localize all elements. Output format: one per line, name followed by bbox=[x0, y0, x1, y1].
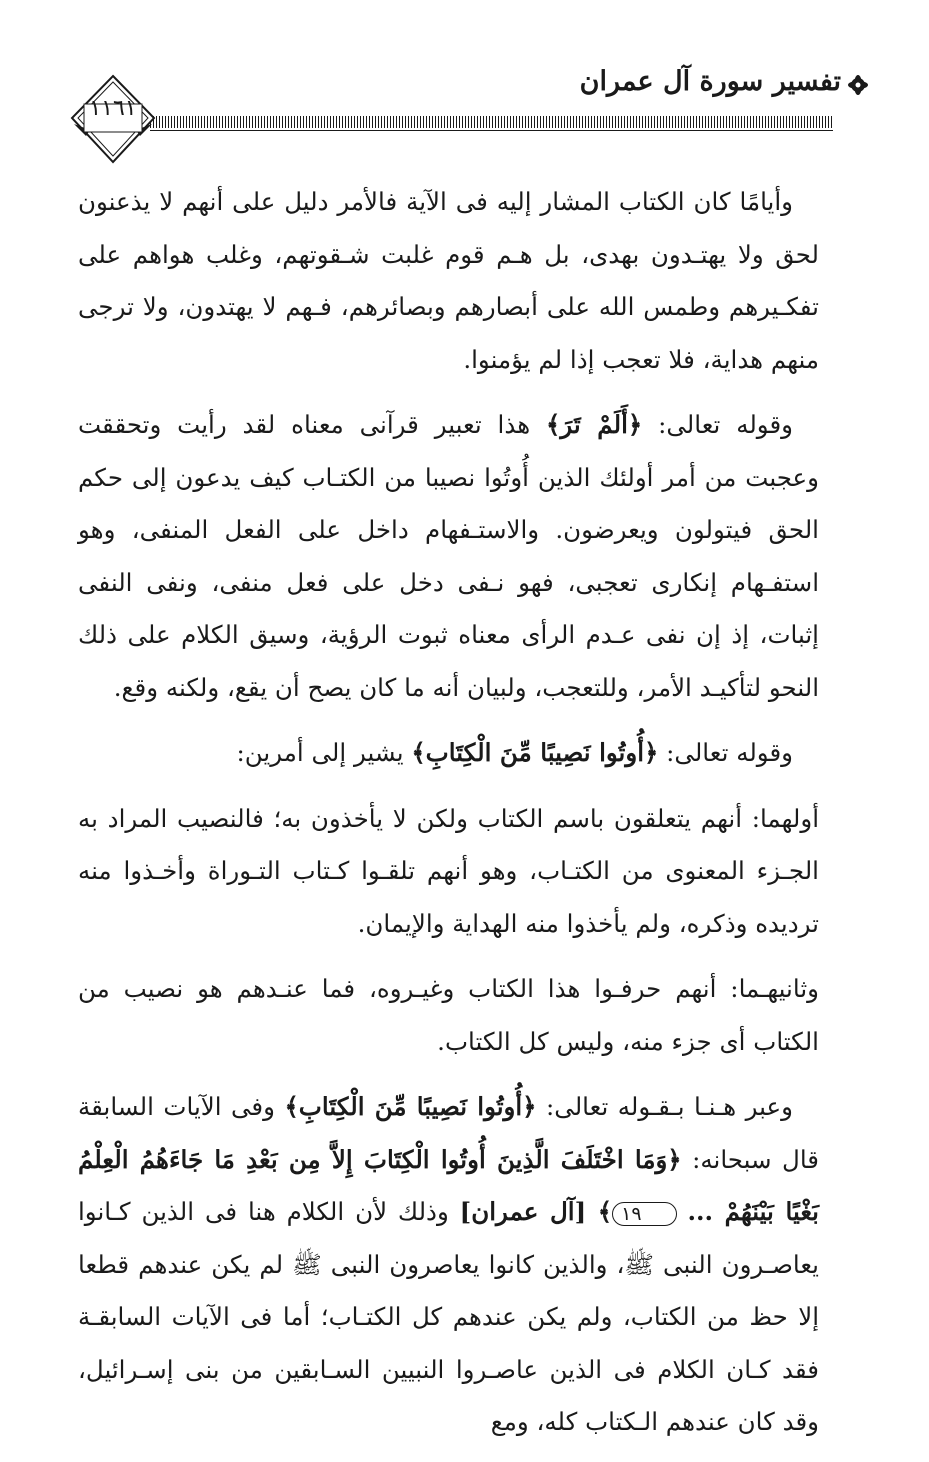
closing-brace: ﴾ bbox=[586, 1197, 613, 1226]
page-number: ١١٦١ bbox=[89, 96, 137, 121]
quran-quote: ﴿أُوتُوا نَصِيبًا مِّنَ الْكِتَابِ﴾ bbox=[411, 738, 659, 767]
paragraph-2-text: هذا تعبير قرآنى معناه لقد رأيت وتحققت وعجبت من أمر أولئك الذين أُوتُوا نصيبا من الكتـاب كيف يدعون إلى حكم الحق فيتولون ويعرضون. والاستـفهام داخل على الفعل المنفى، وهو استفـهام إنكارى تعجبى، فهو نـفى دخل على فعل منفى، ونفى النفى إثبات، إذ إن نفى عـدم الرأى معناه ثبوت الرؤية، وسيق الكلام على ذلك النحو لتأكيـد الأمر، وللتعجب، ولبيان أنه ما كان يصح أن يقع، ولكنه وقع. bbox=[78, 410, 819, 702]
quran-quote: ﴿أَلَمْ تَرَ﴾ bbox=[546, 410, 643, 439]
page-header-title: تفسير سورة آل عمران bbox=[579, 66, 841, 97]
surah-reference: [آل عمران] bbox=[459, 1197, 587, 1226]
paragraph-2 bbox=[78, 399, 819, 714]
paragraph-4-text: أولهما: أنهم يتعلقون باسم الكتاب ولكن لا يأخذون به؛ فالنصيب المراد به الجـزء المعنوى من الكتـاب، وهو أنهم تلقـوا كـتاب التـوراة وأخـذوا منه ترديده وذكره، ولم يأخذوا منه الهداية والإيمان. bbox=[78, 803, 819, 938]
header-rule-line bbox=[150, 130, 833, 131]
paragraph-1 bbox=[78, 176, 819, 386]
header-rule bbox=[150, 116, 833, 128]
paragraph-6-text: وفى الآيات السابقة قال سبحانه: bbox=[78, 1092, 820, 1174]
verse-number-marker: ١٩ bbox=[612, 1202, 676, 1226]
paragraph-1-text: وأيامًا كان الكتاب المشار إليه فى الآية فالأمر دليل على أنهم لا يذعنون لحق ولا يهتـدون بهدى، بل هـم قوم غلبت شـقوتهم، وغلب هواهم على تفكـيرهم وطمس الله على أبصارهم وبصائرهم، فـهم لا يهتدون، ولا ترجى منهم هداية، فلا تعجب إذا لم يؤمنوا. bbox=[78, 187, 819, 374]
paragraph-5 bbox=[78, 963, 819, 1068]
paragraph-6-continuation: وذلك لأن الكلام هنا فى الذين كـانوا يعاصـرون النبى ﷺ، والذين كانوا يعاصرون النبى ﷺ لم يكن عندهم قطعا إلا حظ من الكتاب، ولم يكن عندهم كل الكتـاب؛ أما فى الآيات السابقـة فقد كـان الكلام فى الذين عاصـروا النبيين السـابقين من بنى إسـرائيل، وقد كان عندهم الـكتاب كله، ومع bbox=[78, 1197, 819, 1436]
paragraph-6 bbox=[78, 1081, 819, 1449]
paragraph-3 bbox=[78, 727, 819, 780]
quran-quote: ﴿أُوتُوا نَصِيبًا مِّنَ الْكِتَابِ﴾ bbox=[284, 1092, 537, 1121]
paragraph-3-text: يشير إلى أمرين: bbox=[236, 738, 412, 767]
flower-ornament-icon bbox=[845, 72, 871, 98]
paragraph-6-lead: وعبر هـنـا بـقـوله تعالى: bbox=[536, 1092, 793, 1121]
paragraph-2-lead: وقوله تعالى: bbox=[642, 410, 794, 439]
paragraph-4 bbox=[78, 793, 819, 951]
quran-quote-long: ﴿وَمَا اخْتَلَفَ الَّذِينَ أُوتُوا الْكِتَابَ إِلاَّ مِن بَعْدِ مَا جَاءَهُمُ الْعِلْمُ بَغْيًا بَيْنَهُمْ ... bbox=[78, 1144, 819, 1226]
paragraph-3-lead: وقوله تعالى: bbox=[658, 738, 793, 767]
paragraph-5-text: وثانيهـما: أنهم حرفـوا هذا الكتاب وغيـروه، فما عنـدهم هو نصيب من الكتاب أى جزء منه، وليس كل الكتاب. bbox=[78, 974, 819, 1056]
body-text bbox=[78, 176, 819, 1462]
